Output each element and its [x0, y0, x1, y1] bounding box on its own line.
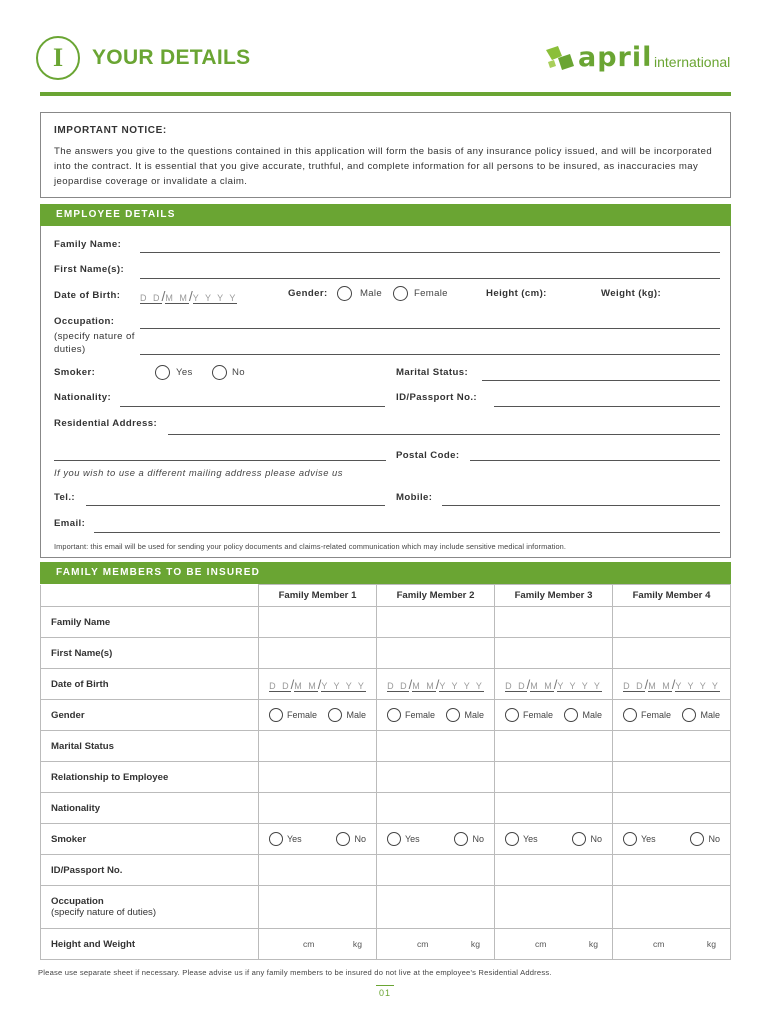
male-radio[interactable] [446, 708, 460, 722]
occupation-cell[interactable] [259, 886, 377, 929]
address-field-2[interactable] [54, 460, 386, 461]
smoker-yes-radio[interactable] [155, 365, 170, 380]
email-field[interactable] [94, 532, 720, 533]
gender-female-radio[interactable] [393, 286, 408, 301]
smoker-cell [377, 824, 495, 855]
kg-unit: kg [588, 939, 598, 949]
female-radio[interactable] [505, 708, 519, 722]
nationality-label: Nationality: [54, 392, 112, 403]
mobile-field[interactable] [442, 505, 720, 506]
cm-unit: cm [535, 939, 547, 949]
male-radio[interactable] [328, 708, 342, 722]
mobile-label: Mobile: [396, 492, 433, 503]
row-label-gender: Gender [41, 700, 259, 731]
gender-cell [613, 700, 731, 731]
smoker-cell [613, 824, 731, 855]
dob-label: Date of Birth: [54, 290, 121, 301]
row-label-passport: ID/Passport No. [41, 855, 259, 886]
no-radio[interactable] [336, 832, 350, 846]
no-radio[interactable] [690, 832, 704, 846]
dob-day: D D [505, 680, 527, 691]
occupation-cell[interactable] [613, 886, 731, 929]
postal-code-field[interactable] [470, 460, 720, 461]
family-name-cell[interactable] [377, 607, 495, 638]
kg-unit: kg [352, 939, 362, 949]
occupation-cell[interactable] [495, 886, 613, 929]
address-label: Residential Address: [54, 418, 158, 429]
dob-day: D D [623, 680, 645, 691]
first-names-cell[interactable] [613, 638, 731, 669]
passport-cell[interactable] [495, 855, 613, 886]
male-label: Male [582, 710, 602, 720]
column-header: Family Member 2 [377, 585, 495, 607]
smoker-cell [495, 824, 613, 855]
female-label: Female [641, 710, 672, 720]
dob-month: M M [412, 680, 436, 691]
header-divider [40, 92, 731, 96]
weight-label: Weight (kg): [601, 288, 662, 299]
yes-radio[interactable] [269, 832, 283, 846]
female-label: Female [405, 710, 436, 720]
gender-male-radio[interactable] [337, 286, 352, 301]
cm-unit: cm [303, 939, 315, 949]
email-note: Important: this email will be used for sending your policy documents and claims-related communication which may include sensitive medical information. [54, 542, 567, 551]
page-number-rule [376, 985, 394, 986]
cm-unit: cm [417, 939, 429, 949]
kg-unit: kg [706, 939, 716, 949]
brand-logo-text: april [578, 42, 653, 73]
gender-cell [259, 700, 377, 731]
relationship-cell[interactable] [377, 762, 495, 793]
male-label: Male [464, 710, 484, 720]
relationship-cell[interactable] [613, 762, 731, 793]
occupation-cell[interactable] [377, 886, 495, 929]
dob-year: Y Y Y Y [321, 680, 366, 691]
dob-cell[interactable]: D D/M M/Y Y Y Y [377, 669, 495, 700]
row-label-nationality: Nationality [41, 793, 259, 824]
notice-title: IMPORTANT NOTICE: [54, 125, 167, 136]
marital-status-label: Marital Status: [396, 367, 469, 378]
female-radio[interactable] [269, 708, 283, 722]
marital-cell[interactable] [259, 731, 377, 762]
yes-label: Yes [287, 834, 302, 844]
height-weight-cell[interactable] [377, 929, 495, 960]
dob-day: D D [387, 680, 409, 691]
male-label: Male [700, 710, 720, 720]
row-label-height-weight: Height and Weight [41, 929, 259, 960]
row-label-occupation [41, 886, 259, 929]
marital-cell[interactable] [495, 731, 613, 762]
passport-field[interactable] [494, 406, 720, 407]
row-label-relationship: Relationship to Employee [41, 762, 259, 793]
dob-day: D D [269, 680, 291, 691]
male-radio[interactable] [682, 708, 696, 722]
address-field-1[interactable] [168, 434, 720, 435]
tel-label: Tel.: [54, 492, 76, 503]
email-label: Email: [54, 518, 86, 529]
dob-cell[interactable]: D D/M M/Y Y Y Y [259, 669, 377, 700]
yes-label: Yes [523, 834, 538, 844]
height-weight-cell[interactable] [259, 929, 377, 960]
brand-suffix: international [654, 54, 731, 70]
no-label: No [590, 834, 602, 844]
column-header: Family Member 3 [495, 585, 613, 607]
smoker-label: Smoker: [54, 367, 96, 378]
column-header: Family Member 1 [259, 585, 377, 607]
first-names-cell[interactable] [377, 638, 495, 669]
first-names-field[interactable] [140, 278, 720, 279]
yes-radio[interactable] [623, 832, 637, 846]
passport-label: ID/Passport No.: [396, 392, 478, 403]
passport-cell[interactable] [259, 855, 377, 886]
family-name-label: Family Name: [54, 239, 122, 250]
family-name-cell[interactable] [259, 607, 377, 638]
passport-cell[interactable] [613, 855, 731, 886]
dob-month: M M [165, 293, 189, 303]
tel-field[interactable] [86, 505, 385, 506]
height-weight-cell[interactable] [495, 929, 613, 960]
passport-cell[interactable] [377, 855, 495, 886]
first-names-cell[interactable] [259, 638, 377, 669]
occupation-row-note: (specify nature of duties) [51, 907, 157, 918]
dob-cell[interactable]: D D/M M/Y Y Y Y [613, 669, 731, 700]
dob-field[interactable]: D D/M M/Y Y Y Y [140, 288, 238, 304]
marital-status-field[interactable] [482, 380, 720, 381]
gender-cell [495, 700, 613, 731]
dob-month: M M [648, 680, 672, 691]
table-corner [41, 585, 259, 607]
dob-month: M M [294, 680, 318, 691]
height-label: Height (cm): [486, 288, 547, 299]
female-radio[interactable] [387, 708, 401, 722]
yes-label: Yes [405, 834, 420, 844]
dob-year: Y Y Y Y [675, 680, 720, 691]
dob-year: Y Y Y Y [192, 293, 238, 303]
relationship-cell[interactable] [259, 762, 377, 793]
gender-cell [377, 700, 495, 731]
smoker-cell [259, 824, 377, 855]
dob-day: D D [140, 293, 162, 303]
family-name-cell[interactable] [613, 607, 731, 638]
cm-unit: cm [653, 939, 665, 949]
mailing-address-note: If you wish to use a different mailing address please advise us [54, 467, 343, 478]
yes-radio[interactable] [387, 832, 401, 846]
family-name-field[interactable] [140, 252, 720, 253]
marital-cell[interactable] [613, 731, 731, 762]
no-radio[interactable] [454, 832, 468, 846]
row-label-dob: Date of Birth [41, 669, 259, 700]
no-label: No [708, 834, 720, 844]
yes-radio[interactable] [505, 832, 519, 846]
occupation-note: (specify nature of duties) [54, 331, 135, 355]
page-title: YOUR DETAILS [92, 46, 251, 69]
family-section-header: FAMILY MEMBERS TO BE INSURED [40, 562, 731, 584]
female-label: Female [523, 710, 554, 720]
smoker-yes-label: Yes [176, 367, 193, 378]
no-label: No [354, 834, 366, 844]
occupation-row-title: Occupation [51, 896, 104, 907]
gender-male-label: Male [360, 288, 382, 299]
occupation-field-2[interactable] [140, 354, 720, 355]
family-members-table [40, 584, 731, 960]
nationality-cell[interactable] [259, 793, 377, 824]
occupation-label: Occupation: [54, 316, 115, 327]
dob-month: M M [530, 680, 554, 691]
female-label: Female [287, 710, 318, 720]
height-weight-cell[interactable] [613, 929, 731, 960]
footer-note: Please use separate sheet if necessary. Please advise us if any family members to be insured do not live at the employee's Residential Address. [38, 968, 552, 977]
section-number-badge: I [36, 36, 80, 80]
nationality-cell[interactable] [495, 793, 613, 824]
nationality-cell[interactable] [613, 793, 731, 824]
female-radio[interactable] [623, 708, 637, 722]
row-label-first-names: First Name(s) [41, 638, 259, 669]
first-names-cell[interactable] [495, 638, 613, 669]
smoker-no-radio[interactable] [212, 365, 227, 380]
dob-cell[interactable]: D D/M M/Y Y Y Y [495, 669, 613, 700]
nationality-field[interactable] [120, 406, 385, 407]
gender-female-label: Female [414, 288, 448, 299]
column-header: Family Member 4 [613, 585, 731, 607]
page-number: 01 [378, 988, 391, 998]
smoker-no-label: No [232, 367, 245, 378]
marital-cell[interactable] [377, 731, 495, 762]
april-leaf-logo-icon [544, 44, 576, 72]
relationship-cell[interactable] [495, 762, 613, 793]
employee-section-header: EMPLOYEE DETAILS [40, 204, 731, 226]
dob-year: Y Y Y Y [557, 680, 602, 691]
yes-label: Yes [641, 834, 656, 844]
dob-year: Y Y Y Y [439, 680, 484, 691]
no-label: No [472, 834, 484, 844]
no-radio[interactable] [572, 832, 586, 846]
notice-text: The answers you give to the questions contained in this application will form the basis of any insurance policy issued, and will be incorporated into the contract. It is essential that you give accurate, truthful, and complete information for all persons to be insured, as inaccuracies may jeopardise coverage or invalidate a claim. [54, 146, 713, 187]
gender-label: Gender: [288, 288, 328, 299]
postal-code-label: Postal Code: [396, 450, 460, 461]
male-label: Male [346, 710, 366, 720]
family-name-cell[interactable] [495, 607, 613, 638]
row-label-smoker: Smoker [41, 824, 259, 855]
kg-unit: kg [470, 939, 480, 949]
occupation-field-1[interactable] [140, 328, 720, 329]
nationality-cell[interactable] [377, 793, 495, 824]
row-label-marital-status: Marital Status [41, 731, 259, 762]
first-names-label: First Name(s): [54, 264, 125, 275]
male-radio[interactable] [564, 708, 578, 722]
row-label-family-name: Family Name [41, 607, 259, 638]
